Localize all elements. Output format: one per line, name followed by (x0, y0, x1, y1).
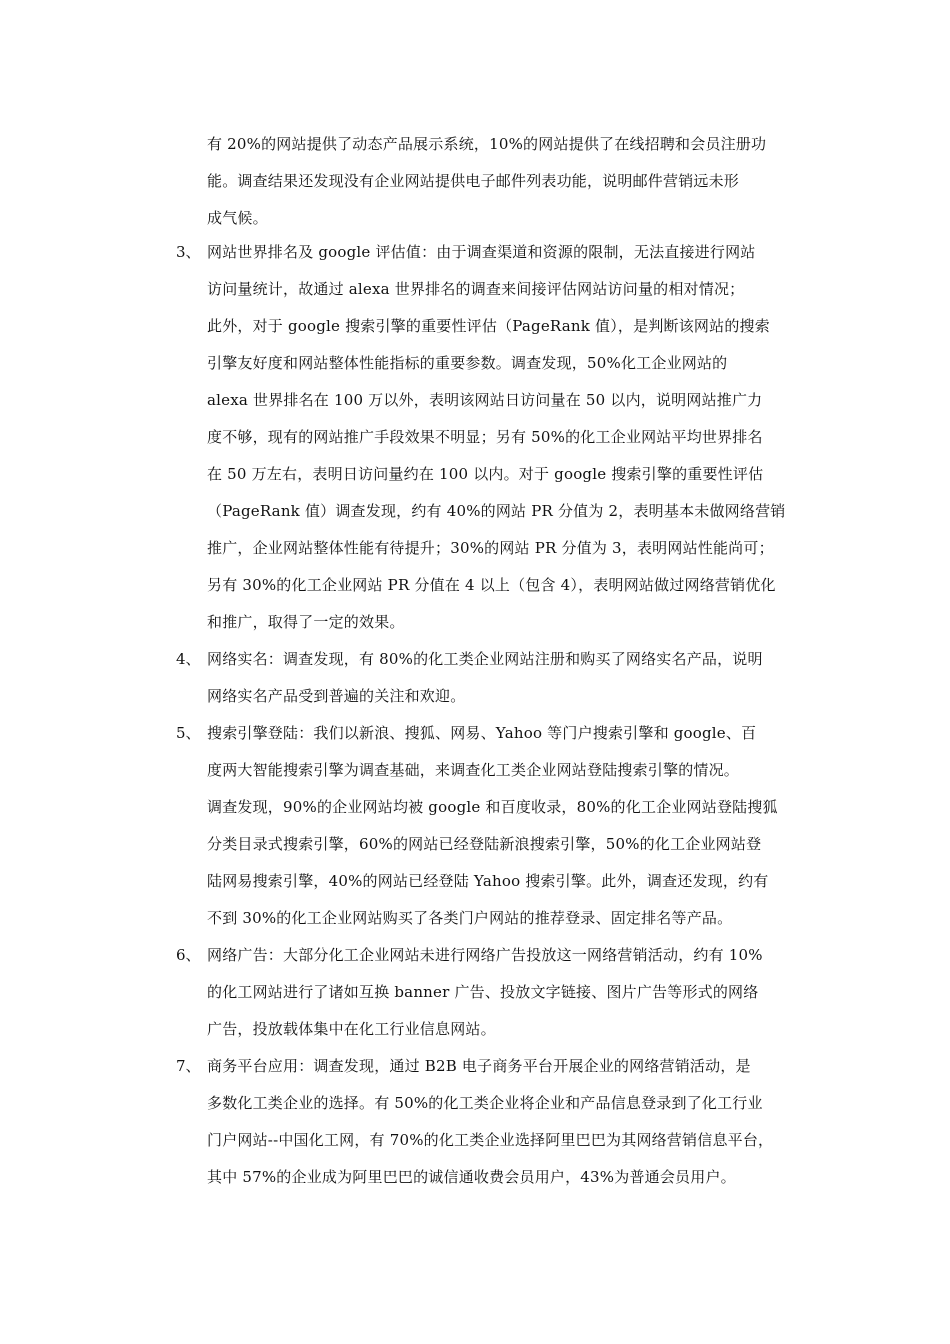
text-line: 成气候。 (207, 209, 268, 227)
item-body (207, 234, 816, 641)
text-line: 广告，投放载体集中在化工行业信息网站。 (207, 1020, 496, 1038)
text-line: 商务平台应用：调查发现，通过 B2B 电子商务平台开展企业的网络营销活动，是 (207, 1057, 751, 1075)
item-number: 5、 (176, 724, 201, 742)
text-line: 和推广，取得了一定的效果。 (207, 613, 405, 631)
text-line: 不到 30%的化工企业网站购买了各类门户网站的推荐登录、固定排名等产品。 (207, 909, 733, 927)
item-body (207, 715, 816, 937)
item-number: 7、 (176, 1057, 201, 1075)
text-line: 度不够，现有的网站推广手段效果不明显；另有 50%的化工企业网站平均世界排名 (207, 428, 763, 446)
list-item (176, 1048, 816, 1196)
text-line: 另有 30%的化工企业网站 PR 分值在 4 以上（包含 4），表明网站做过网络营销优化 (207, 576, 776, 594)
text-line: 搜索引擎登陆：我们以新浪、搜狐、网易、Yahoo 等门户搜索引擎和 google、百 (207, 724, 757, 742)
text-line: 有 20%的网站提供了动态产品展示系统，10%的网站提供了在线招聘和会员注册功 (207, 135, 767, 153)
item-body (207, 1048, 816, 1196)
item-body (207, 641, 816, 715)
text-line: 网络广告：大部分化工企业网站未进行网络广告投放这一网络营销活动，约有 10% (207, 946, 763, 964)
text-line: 网站世界排名及 google 评估值：由于调查渠道和资源的限制，无法直接进行网站 (207, 243, 756, 261)
intro-paragraph (207, 126, 817, 237)
list-item (176, 715, 816, 937)
list-item (176, 937, 816, 1048)
text-line: 调查发现，90%的企业网站均被 google 和百度收录，80%的化工企业网站登陆搜狐 (207, 798, 778, 816)
text-line: 多数化工类企业的选择。有 50%的化工类企业将企业和产品信息登录到了化工行业 (207, 1094, 763, 1112)
text-line: 能。调查结果还发现没有企业网站提供电子邮件列表功能，说明邮件营销远未形 (207, 172, 740, 190)
text-line: 门户网站--中国化工网，有 70%的化工类企业选择阿里巴巴为其网络营销信息平台， (207, 1131, 774, 1149)
list-item (176, 234, 816, 641)
text-line: 在 50 万左右，表明日访问量约在 100 以内。对于 google 搜索引擎的重要性评估 (207, 465, 764, 483)
text-line: 引擎友好度和网站整体性能指标的重要参数。调查发现，50%化工企业网站的 (207, 354, 728, 372)
text-line: alexa 世界排名在 100 万以外，表明该网站日访问量在 50 以内，说明网站推广力 (207, 391, 763, 409)
item-number: 6、 (176, 946, 201, 964)
text-line: （PageRank 值）调查发现，约有 40%的网站 PR 分值为 2，表明基本未做网络营销 (207, 502, 786, 520)
text-line: 网络实名：调查发现，有 80%的化工类企业网站注册和购买了网络实名产品，说明 (207, 650, 763, 668)
list-item (176, 641, 816, 715)
text-line: 网络实名产品受到普遍的关注和欢迎。 (207, 687, 466, 705)
text-line: 分类目录式搜索引擎，60%的网站已经登陆新浪搜索引擎，50%的化工企业网站登 (207, 835, 762, 853)
item-number: 4、 (176, 650, 201, 668)
item-body (207, 937, 816, 1048)
text-line: 其中 57%的企业成为阿里巴巴的诚信通收费会员用户，43%为普通会员用户。 (207, 1168, 736, 1186)
text-line: 度两大智能搜索引擎为调查基础，来调查化工类企业网站登陆搜索引擎的情况。 (207, 761, 740, 779)
text-line: 推广，企业网站整体性能有待提升；30%的网站 PR 分值为 3，表明网站性能尚可； (207, 539, 774, 557)
numbered-list (176, 234, 816, 1196)
text-line: 陆网易搜索引擎，40%的网站已经登陆 Yahoo 搜索引擎。此外，调查还发现，约有 (207, 872, 769, 890)
text-line: 的化工网站进行了诸如互换 banner 广告、投放文字链接、图片广告等形式的网络 (207, 983, 759, 1001)
text-line: 此外，对于 google 搜索引擎的重要性评估（PageRank 值），是判断该网站的搜索 (207, 317, 770, 335)
item-number: 3、 (176, 243, 201, 261)
text-line: 访问量统计，故通过 alexa 世界排名的调查来间接评估网站访问量的相对情况； (207, 280, 745, 298)
